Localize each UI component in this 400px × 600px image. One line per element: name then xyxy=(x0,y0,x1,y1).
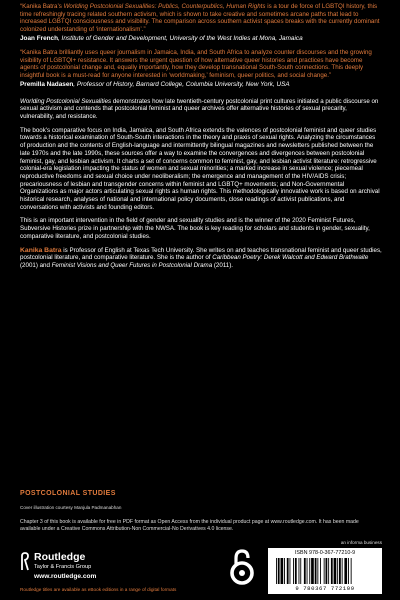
barcode-digits: 9 780367 772109 xyxy=(295,585,355,592)
barcode-bar xyxy=(276,558,277,584)
barcode-bar xyxy=(300,558,301,584)
review-attribution-2: Premilla Nadasen, Professor of History, Barnard College, Columbia University, New York, USA xyxy=(20,80,290,88)
barcode-bar xyxy=(284,558,285,584)
barcode-bar xyxy=(337,558,338,584)
barcode-bar xyxy=(328,558,329,584)
barcode-bar xyxy=(304,558,306,584)
barcode-bar xyxy=(290,558,291,584)
barcode-bar xyxy=(307,558,308,584)
publisher-logo xyxy=(20,550,120,582)
informa-business-label: an informa business xyxy=(340,540,382,545)
barcode-bar xyxy=(278,558,280,584)
barcode-bar xyxy=(339,558,341,584)
review-quote-2: “Kanika Batra brilliantly uses queer journalism in Jamaica, India, and South Africa to analyze counter discourses and the growing visibility of LGBTQI+ resistance. It answers the urgent question of how alternative queer histories and practices have become agents of postcolonial change and, equally importantly, how they develop transnational South-South connections. This deeply insightful book is a must-read for anyone interested in ‘worldmaking,’ feminism, queer politics, and social change.” xyxy=(20,48,372,79)
author-bio: Kanika Batra is Professor of English at Texas Tech University. She writes on and teaches transnational feminist and queer studies, postcolonial literature, and comparative literature. She is the author of Caribbean Poetry: Derek Walcott and Edward Brathwaite (2001) and Feminist Visions and Queer Futures in Postcolonial Drama (2011). xyxy=(20,246,382,269)
barcode xyxy=(276,558,374,584)
barcode-bar xyxy=(348,558,349,584)
barcode-bar xyxy=(315,558,317,584)
barcode-bar xyxy=(295,558,297,584)
barcode-bar xyxy=(351,558,352,584)
open-access-notice: Chapter 3 of this book is available for free in PDF format as Open Access from the individual product page at www.routledge.com. It has been made available under a Creative Commons Attribution-Non Commercial-No Derivatives 4.0 license. xyxy=(20,519,359,532)
barcode-panel xyxy=(268,548,382,594)
publisher-url: www.routledge.com xyxy=(34,573,97,580)
barcode-bar xyxy=(324,558,325,584)
barcode-bar xyxy=(320,558,321,584)
ebook-note: Routledge titles are available as eBook editions in a range of digital formats xyxy=(20,587,177,592)
barcode-bar xyxy=(326,558,328,584)
barcode-bar xyxy=(299,558,300,584)
review-quote-1: “Kanika Batra’s Worlding Postcolonial Sexualities: Publics, Counterpublics, Human Rights is a tour de force of LGBTQI history, this time refreshingly tracing related southern activism, which is shown to take creative and sometimes arcane paths that lead to increased LGBTQI consciousness and visibility. The comparison across southern activist spaces breaks with the currently dominant colonized understanding of ‘internationalism’.” xyxy=(20,3,380,34)
publisher-name: Routledge xyxy=(34,551,86,563)
barcode-bar xyxy=(342,558,343,584)
barcode-bar xyxy=(287,558,289,584)
description-paragraph-1: Worlding Postcolonial Sexualities demonstrates how late twentieth-century postcolonial print cultures initiated a public discourse on sexual activism and contends that postcolonial feminist and queer archives offer alternative histories of sexual precarity, vulnerability, and resistance. xyxy=(20,97,379,121)
description-paragraph-2: The book’s comparative focus on India, Jamaica, and South Africa extends the valences of postcolonial feminist and queer studies towards a historical examination of South-South interactions in the theory and praxis of sexual rights. Analyzing the circumstances of production and the contents of English-language and intermittently bilingual magazines and newsletters published between the late 1970s and the late 1990s, these sources offer a way to examine the convergences and divergences between postcolonial feminist, gay, and lesbian activism. It charts a set of concerns common to feminist, gay, and lesbian activist literature: retrogressive colonial-era legislation impacting the status of women and sexual minorities; a marked increase in sexual violence; piecemeal reproductive freedoms and sexual choice under neoliberalism; the emergence and management of the HIV/AIDS crisis; precariousness of lesbian and transgender concerns within feminist and LGBTQ+ movements; and Non-Governmental Organizations as major actors articulating sexual rights as human rights. This methodologically innovative work is based on archival historical research, analyses of national and international policy documents, close readings of activist publications, and conversations with activists and founding editors. xyxy=(20,126,380,211)
back-cover-text xyxy=(20,0,382,270)
barcode-bar xyxy=(331,558,333,584)
barcode-bar xyxy=(309,558,310,584)
routledge-icon xyxy=(20,552,30,571)
barcode-bar xyxy=(311,558,314,584)
description-paragraph-3: This is an important intervention in the field of gender and sexuality studies and is the winner of the 2020 Feminist Futures, Subversive Histories prize in partnership with the NWSA. The book is key reading for scholars and students in gender, sexuality, comparative literature, and postcolonial studies. xyxy=(20,217,370,240)
series-title: POSTCOLONIAL STUDIES xyxy=(20,490,116,497)
barcode-bar xyxy=(317,558,318,584)
barcode-bar xyxy=(344,558,347,584)
isbn-label: ISBN 978-0-367-77210-9 xyxy=(294,550,356,556)
barcode-bar xyxy=(334,558,337,584)
open-access-icon xyxy=(227,548,257,586)
publisher-group: Taylor & Francis Group xyxy=(34,564,92,570)
cover-credit: Cover illustration courtesy Manjula Padmanabhan xyxy=(20,505,122,510)
review-attribution-1: Joan French, Institute of Gender and Development, University of the West Indies at Mona, Jamaica xyxy=(20,34,303,42)
barcode-bar xyxy=(293,558,294,584)
barcode-bar xyxy=(281,558,284,584)
